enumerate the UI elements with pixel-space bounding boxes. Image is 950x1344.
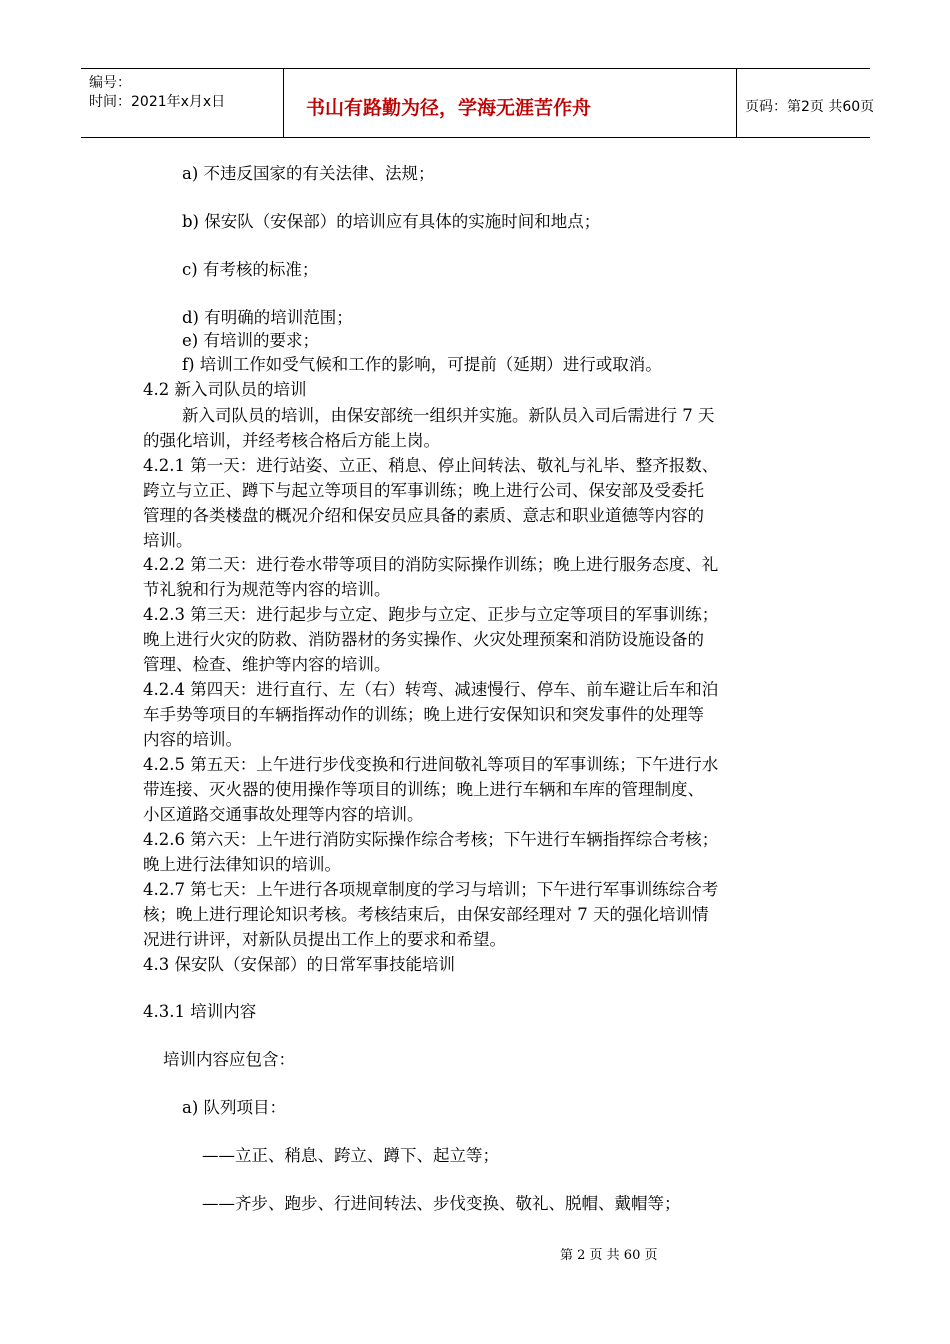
- body-line: 车手势等项目的车辆指挥动作的训练；晚上进行安保知识和突发事件的处理等: [143, 705, 704, 724]
- body-line: f) 培训工作如受气候和工作的影响，可提前（延期）进行或取消。: [182, 355, 662, 374]
- body-line: 况进行讲评，对新队员提出工作上的要求和希望。: [143, 930, 506, 949]
- document-number-label: 编号：: [89, 75, 131, 91]
- body-line: 4.2.2 第二天：进行卷水带等项目的消防实际操作训练；晚上进行服务态度、礼: [143, 555, 719, 574]
- body-line: ——齐步、跑步、行进间转法、步伐变换、敬礼、脱帽、戴帽等；: [202, 1194, 681, 1213]
- body-line: d) 有明确的培训范围；: [182, 308, 353, 327]
- document-date-label: 时间：2021年x月x日: [89, 94, 226, 110]
- body-line: 管理、检查、维护等内容的培训。: [143, 655, 391, 674]
- body-line: 培训内容应包含：: [163, 1050, 295, 1069]
- body-line: 4.2.1 第一天：进行站姿、立正、稍息、停止间转法、敬礼与礼毕、整齐报数、: [143, 456, 719, 475]
- body-line: 内容的培训。: [143, 730, 242, 749]
- header-motto: 书山有路勤为径，学海无涯苦作舟: [306, 97, 592, 119]
- body-line: 带连接、灭火器的使用操作等项目的训练；晚上进行车辆和车库的管理制度、: [143, 780, 704, 799]
- body-line: 4.2.3 第三天：进行起步与立定、跑步与立定、正步与立定等项目的军事训练；: [143, 605, 719, 624]
- body-line: e) 有培训的要求；: [182, 331, 319, 350]
- body-line: 管理的各类楼盘的概况介绍和保安员应具备的素质、意志和职业道德等内容的: [143, 506, 704, 525]
- header-left-cell: [81, 69, 284, 137]
- body-line: 晚上进行法律知识的培训。: [143, 855, 341, 874]
- page-footer: 第 2 页 共 60 页: [560, 1248, 658, 1263]
- body-line: 4.2.6 第六天：上午进行消防实际操作综合考核；下午进行车辆指挥综合考核；: [143, 830, 719, 849]
- body-line: a) 不违反国家的有关法律、法规；: [182, 164, 435, 183]
- header-page-info: 页码：第2页 共60页: [745, 99, 875, 115]
- body-line: 4.2.4 第四天：进行直行、左（右）转弯、减速慢行、停车、前车避让后车和泊: [143, 680, 719, 699]
- page-header: [81, 68, 875, 138]
- body-line: 新入司队员的培训，由保安部统一组织并实施。新队员入司后需进行 7 天: [182, 406, 715, 425]
- section-heading: 4.3 保安队（安保部）的日常军事技能培训: [143, 955, 455, 974]
- body-line: ——立正、稍息、跨立、蹲下、起立等；: [202, 1146, 499, 1165]
- body-line: 培训。: [143, 531, 193, 550]
- body-line: 的强化培训，并经考核合格后方能上岗。: [143, 431, 440, 450]
- body-line: 4.2.7 第七天：上午进行各项规章制度的学习与培训；下午进行军事训练综合考: [143, 880, 719, 899]
- subsection-heading: 4.3.1 培训内容: [143, 1002, 257, 1021]
- body-line: 核；晚上进行理论知识考核。考核结束后，由保安部经理对 7 天的强化培训情: [143, 905, 709, 924]
- body-line: c) 有考核的标准；: [182, 260, 319, 279]
- body-line: 4.2.5 第五天：上午进行步伐变换和行进间敬礼等项目的军事训练；下午进行水: [143, 755, 719, 774]
- body-line: 小区道路交通事故处理等内容的培训。: [143, 805, 424, 824]
- body-line: 节礼貌和行为规范等内容的培训。: [143, 580, 391, 599]
- body-line: b) 保安队（安保部）的培训应有具体的实施时间和地点；: [182, 212, 601, 231]
- body-line: 晚上进行火灾的防救、消防器材的务实操作、火灾处理预案和消防设施设备的: [143, 630, 704, 649]
- section-heading: 4.2 新入司队员的培训: [143, 380, 307, 399]
- body-line: 跨立与立正、蹲下与起立等项目的军事训练；晚上进行公司、保安部及受委托: [143, 481, 704, 500]
- header-page-cell: [737, 69, 875, 137]
- header-motto-cell: [284, 69, 737, 137]
- body-line: a) 队列项目：: [182, 1098, 287, 1117]
